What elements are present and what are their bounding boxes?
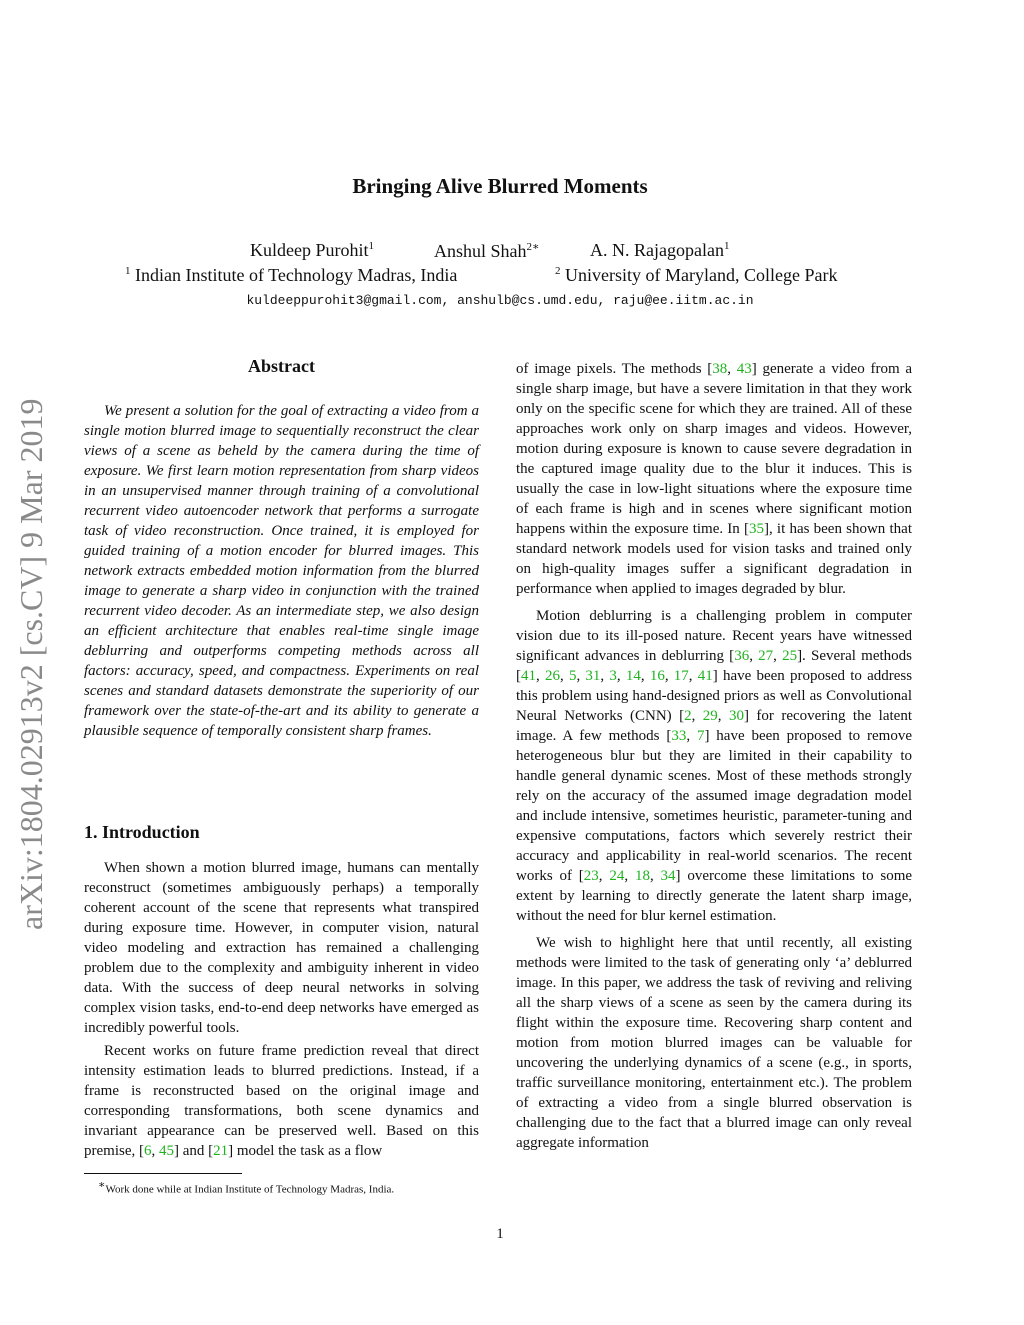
arxiv-id-text: arXiv:1804.02913v2 [cs.CV] 9 Mar 2019: [13, 398, 49, 930]
citation-link[interactable]: 30: [728, 708, 744, 724]
citation-link[interactable]: 3: [609, 668, 617, 684]
citation-link[interactable]: 35: [749, 521, 764, 537]
citation-link[interactable]: 21: [213, 1143, 229, 1159]
citation-link[interactable]: 43: [736, 361, 752, 377]
citation-link[interactable]: 41: [697, 668, 713, 684]
citation-link[interactable]: 36: [734, 648, 750, 664]
arxiv-identifier-stamp: [6, 352, 56, 932]
author-2: Anshul Shah$^{2∗}$: [434, 241, 540, 261]
citation-link[interactable]: 17: [673, 668, 689, 684]
citation-link[interactable]: 7: [696, 728, 705, 744]
intro-paragraph-1: When shown a motion blurred image, humans can mentally reconstruct (sometimes ambiguously perhaps) a temporally coherent account of the scene that represents what transpired during exposure time. However, in computer vision, natural video modeling and extraction has remained a challenging problem due to the complexity and ambiguity inherent in video data. With the success of deep neural networks in solving complex vision tasks, end-to-end deep networks have emerged as incredibly powerful tools.: [84, 860, 479, 1036]
citation-link[interactable]: 45: [158, 1143, 174, 1159]
intro-paragraph-2: Recent works on future frame prediction reveal that direct intensity estimation leads to blurred predictions. Instead, if a frame is reconstructed based on the original image and corresponding transformations, both scene dynamics and invariant appearance can be preserved well. Based on this premise, [6, 45] and [21] model the task as a flow: [84, 1043, 479, 1159]
citation-link[interactable]: 18: [634, 868, 650, 884]
abstract-heading: Abstract: [248, 356, 315, 376]
citation-link[interactable]: 38: [712, 361, 728, 377]
author-3: A. N. Rajagopalan$^1$: [590, 240, 730, 260]
citation-link[interactable]: 26: [544, 668, 560, 684]
citation-link[interactable]: 14: [625, 668, 641, 684]
citation-link[interactable]: 5: [568, 668, 577, 684]
affiliation-2: $^2$ University of Maryland, College Park: [555, 265, 838, 285]
citation-link[interactable]: 34: [660, 868, 676, 884]
footnote-rule: [84, 1173, 242, 1174]
citation-link[interactable]: 2: [684, 708, 692, 724]
citation-link[interactable]: 23: [583, 868, 599, 884]
abstract-body: [84, 401, 479, 741]
right-paragraph-1: of image pixels. The methods [38, 43] generate a video from a single sharp image, but have a severe limitation in that they work only on the specific scene for which they are trained. All of these approaches work only on sharp images and videos. However, motion during exposure is known to cause severe degradation in the captured image quality due to the blur it induces. This is usually the case in low-light situations where the exposure time of each frame is high and in scenes where significant motion happens within the exposure time. In [35], it has been shown that standard network models used for vision tasks and trained only on high-quality images suffer a significant degradation in performance when applied to images degraded by blur.: [516, 361, 912, 597]
citation-link[interactable]: 41: [521, 668, 536, 684]
abstract-text: We present a solution for the goal of extracting a video from a single motion blurred image to sequentially reconstruct the clear views of a scene as beheld by the camera during the time of exposure. We first learn motion representation from sharp videos in an unsupervised manner through training of a convolutional recurrent video autoencoder network that performs a surrogate task of video reconstruction. Once trained, it is employed for guided training of a motion encoder for blurred images. This network extracts embedded motion information from the blurred image to generate a sharp video in conjunction with the trained recurrent video decoder. As an intermediate step, we also design an efficient architecture that enables real-time single image deblurring and outperforms competing methods across all factors: accuracy, speed, and compactness. Experiments on real scenes and standard datasets demonstrate the superiority of our framework over the state-of-the-art and its ability to generate a plausible sequence of temporally consistent sharp frames.: [84, 403, 479, 739]
citation-link[interactable]: 16: [649, 668, 665, 684]
citation-link[interactable]: 24: [609, 868, 625, 884]
affiliation-1: $^1$ Indian Institute of Technology Madras, India: [125, 265, 458, 285]
author-1: Kuldeep Purohit$^1$: [250, 240, 374, 260]
citation-link[interactable]: 25: [782, 648, 798, 664]
section-heading-introduction: 1. Introduction: [84, 822, 200, 842]
right-column: [516, 359, 912, 1153]
page-number: 1: [496, 1226, 504, 1242]
citation-link[interactable]: 31: [585, 668, 601, 684]
right-paragraph-2: Motion deblurring is a challenging problem in computer vision due to its ill-posed nature. Recent years have witnessed significant advances in deblurring [36, 27, 25]. Several methods [41, 26, 5, 31, 3, 14, 16, 17, 41] have been proposed to address this problem using hand-designed priors as well as Convolutional Neural Networks (CNN) [2, 29, 30] for recovering the latent image. A few methods [33, 7] have been proposed to remove heterogeneous blur but they are limited in their capability to handle general dynamic scenes. Most of these methods strongly rely on the accuracy of the assumed image degradation model and include intensive, sometimes heuristic, parameter-tuning and expensive computations, factors which severely restrict their accuracy and applicability in real-world scenarios. The recent works of [23, 24, 18, 34] overcome these limitations to some extent by learning to directly generate the latent sharp image, without the need for blur kernel estimation.: [516, 608, 913, 924]
author-emails: kuldeeppurohit3@gmail.com, anshulb@cs.umd.edu, raju@ee.iitm.ac.in: [246, 293, 754, 308]
intro-left-column: [84, 858, 479, 1161]
footnote: ∗Work done while at Indian Institute of Technology Madras, India.: [98, 1179, 395, 1196]
citation-link[interactable]: 27: [758, 648, 774, 664]
right-paragraph-3: We wish to highlight here that until recently, all existing methods were limited to the task of generating only ‘a’ deblurred image. In this paper, we address the task of reviving and reliving all the sharp views of a scene as seen by the camera during its flight within the exposure time. Recovering sharp content and motion from motion blurred images can be valuable for uncovering the underlying dynamics of a scene (e.g., in sports, traffic surveillance monitoring, entertainment etc.). The problem of extracting a video from a single blurred observation is challenging due to the fact that a blurred image can only reveal aggregate information: [516, 935, 912, 1151]
paper-title: Bringing Alive Blurred Moments: [352, 174, 648, 198]
citation-link[interactable]: 6: [143, 1143, 152, 1159]
citation-link[interactable]: 33: [671, 728, 687, 744]
citation-link[interactable]: 29: [702, 708, 718, 724]
